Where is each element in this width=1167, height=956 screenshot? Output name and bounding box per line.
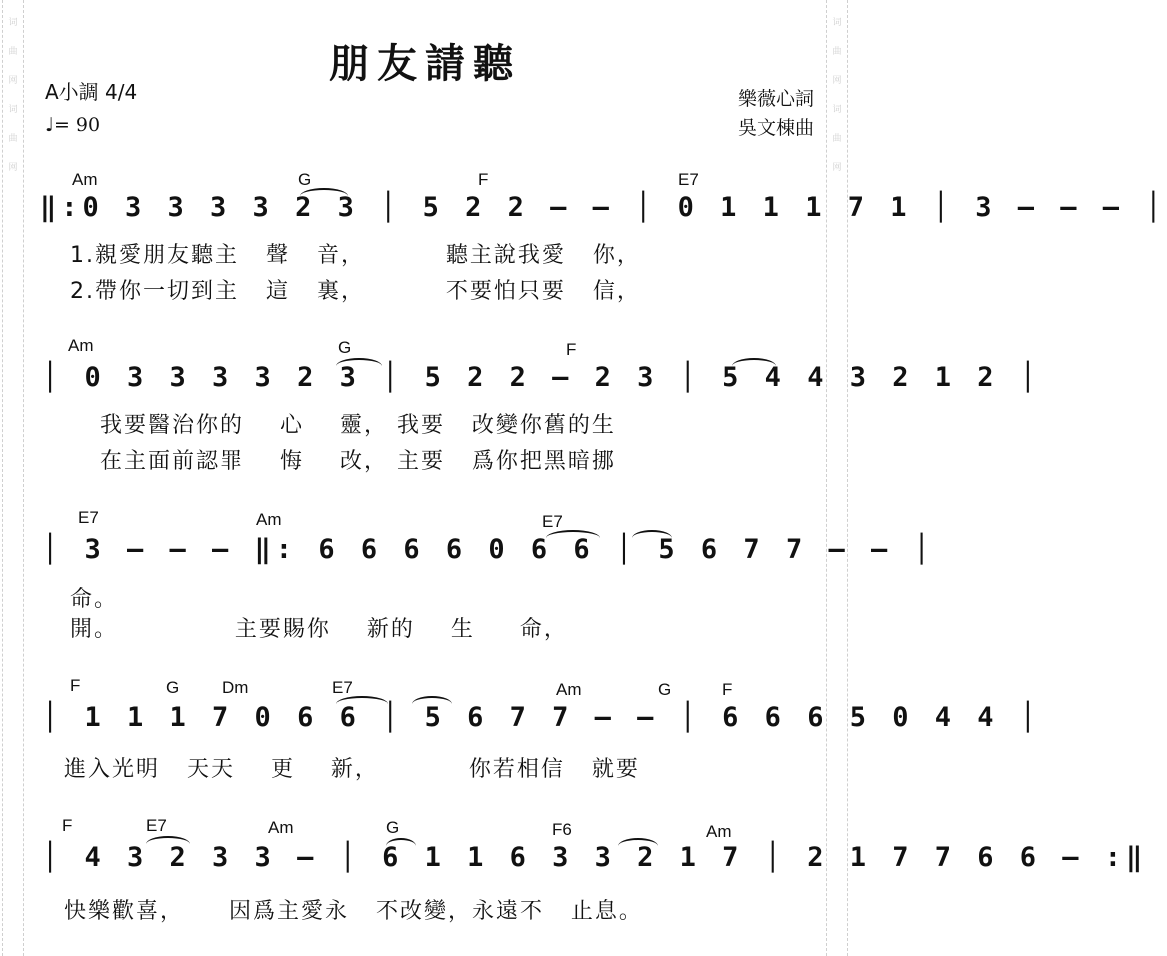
chord-symbol: E7 bbox=[678, 170, 699, 189]
notation-line: ‖:0 3 3 3 3 2 3 │ 5 2 2 – – │ 0 1 1 1 7 1 │ 3 – – – │ bbox=[40, 192, 1167, 223]
lyric-verse-1: 命。 bbox=[70, 587, 119, 612]
composer-credit: 吳文棟曲 bbox=[737, 117, 814, 139]
watermark-char: 词 bbox=[832, 105, 842, 115]
chord-symbol: F bbox=[62, 816, 73, 835]
key-signature: A小調 4/4 bbox=[45, 80, 138, 104]
lyric-verse-1: 進入光明 天天 更 新， 你若相信 就要 bbox=[64, 757, 640, 782]
watermark-char: 曲 bbox=[8, 134, 18, 144]
lyric-verse-2: 2.帶你一切到主 這 裏， 不要怕只要 信， bbox=[70, 279, 641, 304]
chord-symbol: Dm bbox=[222, 678, 249, 697]
notation-line: │ 4 3 2 3 3 – │ 6 1 1 6 3 3 2 1 7 │ 2 1 7 7 6 6 – :‖ bbox=[42, 842, 1148, 873]
chord-symbol: Am bbox=[556, 680, 582, 699]
chord-symbol: Am bbox=[68, 336, 94, 355]
chord-symbol: E7 bbox=[146, 816, 167, 835]
watermark-char: 曲 bbox=[8, 47, 18, 57]
chord-symbol: F bbox=[722, 680, 733, 699]
chord-symbol: Am bbox=[268, 818, 294, 837]
right-watermark-rail bbox=[826, 0, 848, 956]
lyricist-credit: 樂薇心詞 bbox=[737, 88, 814, 110]
tempo-marking: ♩= 90 bbox=[45, 114, 101, 136]
lyric-verse-1: 快樂歡喜， 因爲主愛永 不改變，永遠不 止息。 bbox=[64, 899, 643, 924]
chord-symbol: Am bbox=[706, 822, 732, 841]
chord-symbol: G bbox=[166, 678, 180, 697]
watermark-char: 词 bbox=[8, 18, 18, 28]
chord-symbol: G bbox=[338, 338, 352, 357]
watermark-char: 词 bbox=[8, 105, 18, 115]
notation-line: │ 0 3 3 3 3 2 3 │ 5 2 2 – 2 3 │ 5 4 4 3 2 1 2 │ bbox=[42, 362, 1042, 393]
chord-symbol: E7 bbox=[78, 508, 99, 527]
chord-symbol: F bbox=[70, 676, 81, 695]
chord-symbol: F bbox=[566, 340, 577, 359]
chord-symbol: G bbox=[386, 818, 400, 837]
lyric-verse-2: 開。 主要賜你 新的 生 命， bbox=[70, 617, 568, 642]
chord-symbol: E7 bbox=[542, 512, 563, 531]
watermark-char: 曲 bbox=[832, 47, 842, 57]
notation-line: │ 1 1 1 7 0 6 6 │ 5 6 7 7 – – │ 6 6 6 5 0 4 4 │ bbox=[42, 702, 1042, 733]
lyric-verse-2: 在主面前認罪 悔 改， 主要 爲你把黑暗挪 bbox=[100, 449, 616, 474]
left-watermark-rail bbox=[2, 0, 24, 956]
watermark-char: 网 bbox=[832, 76, 842, 86]
watermark-char: 网 bbox=[8, 76, 18, 86]
chord-symbol: G bbox=[298, 170, 312, 189]
chord-symbol: F6 bbox=[552, 820, 572, 839]
watermark-char: 词 bbox=[832, 18, 842, 28]
chord-symbol: E7 bbox=[332, 678, 353, 697]
watermark-char: 网 bbox=[8, 163, 18, 173]
chord-symbol: G bbox=[658, 680, 672, 699]
notation-line: │ 3 – – – ‖: 6 6 6 6 0 6 6 │ 5 6 7 7 – – │ bbox=[42, 534, 935, 565]
watermark-char: 网 bbox=[832, 163, 842, 173]
watermark-char: 曲 bbox=[832, 134, 842, 144]
chord-symbol: Am bbox=[256, 510, 282, 529]
song-title: 朋友請聽 bbox=[329, 41, 521, 87]
chord-symbol: F bbox=[478, 170, 489, 189]
lyric-verse-1: 1.親愛朋友聽主 聲 音， 聽主說我愛 你， bbox=[70, 243, 641, 268]
chord-symbol: Am bbox=[72, 170, 98, 189]
lyric-verse-1: 我要醫治你的 心 靈， 我要 改變你舊的生 bbox=[100, 413, 616, 438]
